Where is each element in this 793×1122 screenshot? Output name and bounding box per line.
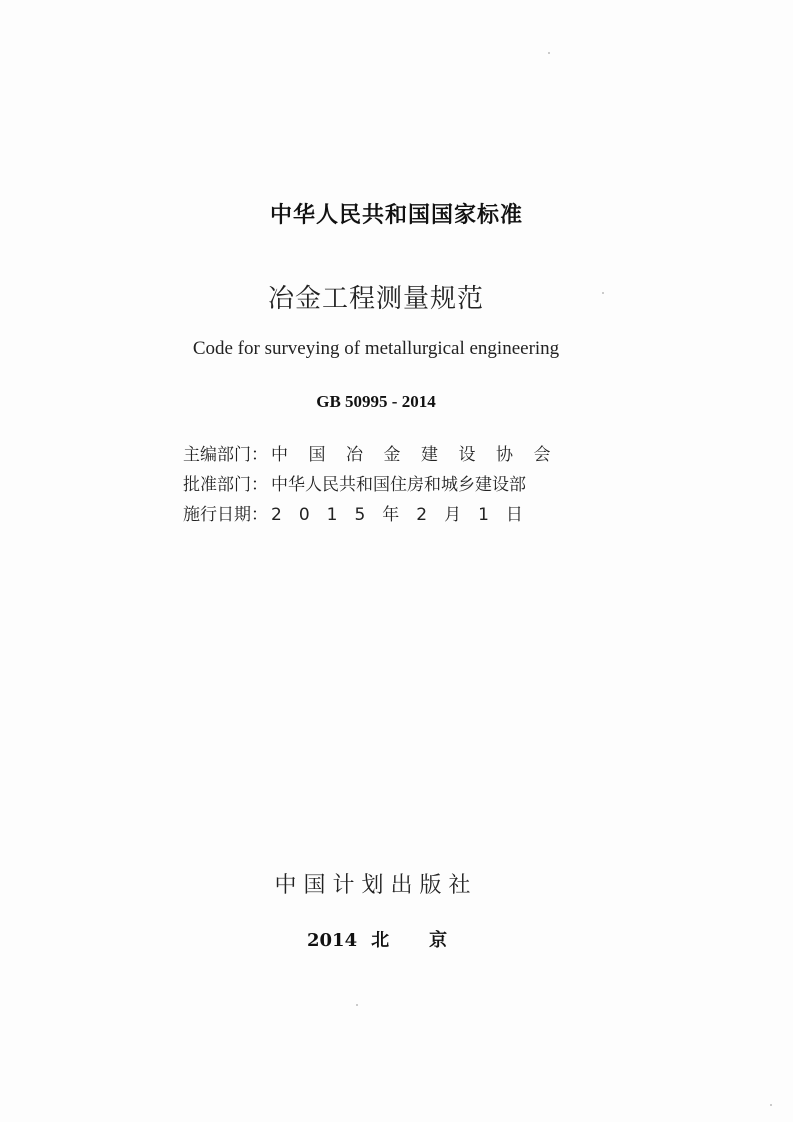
publication-year-place [307,926,487,952]
scan-speck [548,52,550,54]
scan-speck [770,1104,772,1106]
standard-number: GB 50995 - 2014 [316,392,436,411]
publication-city: 北京 [371,930,488,951]
approver-label: 批准部门： [183,475,268,495]
approver-row [183,470,583,500]
publication-year: 2014 [307,930,358,951]
document-title-english: Code for surveying of metallurgical engineering [192,338,560,359]
effective-date-label: 施行日期： [183,505,268,525]
scan-speck [356,1004,358,1006]
national-standard-heading: 中华人民共和国国家标准 [269,203,523,228]
effective-date-row [183,500,583,530]
metadata-block [183,440,583,530]
editor-value: 中国冶金建设协会 [271,445,571,465]
approver-value: 中华人民共和国住房和城乡建设部 [271,475,526,495]
editor-row [183,440,583,470]
document-title-chinese: 冶金工程测量规范 [267,284,484,314]
effective-date-value: 2015年2月1日 [271,505,540,525]
editor-label: 主编部门： [183,445,268,465]
publisher-name: 中国计划出版社 [274,873,478,898]
scan-speck [602,292,604,294]
